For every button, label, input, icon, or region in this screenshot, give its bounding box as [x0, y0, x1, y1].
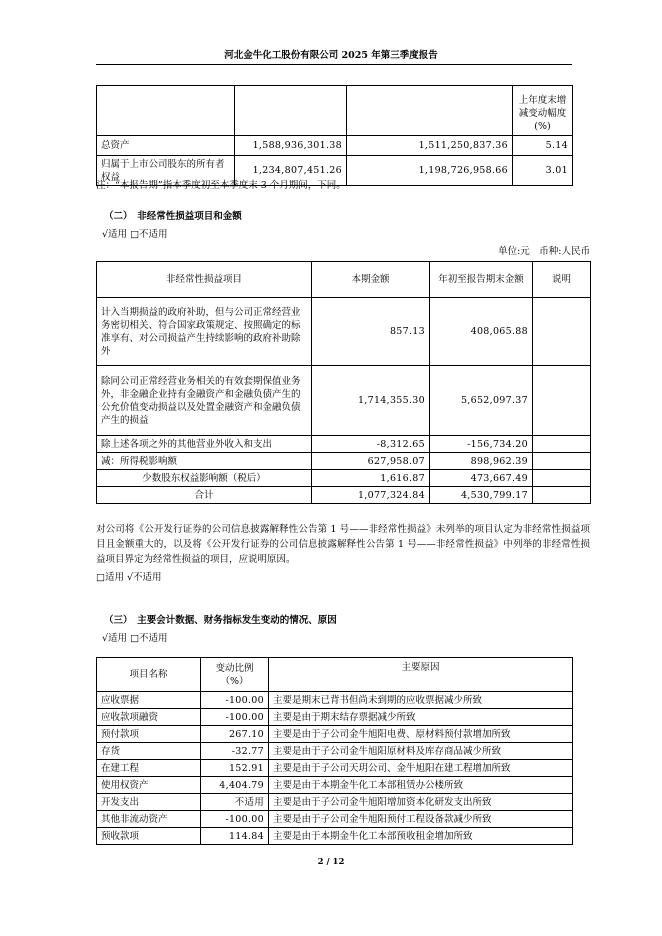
- row-ytd: 473,667.49: [430, 470, 533, 487]
- table-row: [97, 794, 573, 811]
- row-reason: 主要是由于本期金牛化工本部预收租金增加所致: [269, 828, 573, 845]
- row-current: 1,077,324.84: [312, 487, 430, 504]
- col-header-ratio: 变动比例（%）: [201, 658, 269, 692]
- row-current: 857.13: [312, 298, 430, 366]
- col-header-reason: 主要原因: [269, 658, 573, 692]
- non-recurring-explanation: 对公司将《公开发行证券的公司信息披露解释性公告第 1 号——非经常性损益》未列举的项目认定为非经常性损益项目且金额重大的，以及将《公开发行证券的公司信息披露解释性公告第 1 号——非经常性损益》中列举的非经常性损益项目界定为经常性损益的项目，应说明原因。: [96, 524, 590, 565]
- row-reason: 主要是由于子公司金牛旭阳电费、原材料预付款增加所致: [269, 726, 573, 743]
- row-ratio: 267.10: [201, 726, 269, 743]
- row-item: 开发支出: [97, 794, 201, 811]
- section-3-applicable: √适用 □不适用: [102, 633, 168, 644]
- row-reason: 主要是由于子公司金牛旭阳原材料及库存商品减少所致: [269, 743, 573, 760]
- row-item: 减：所得税影响额: [97, 453, 312, 470]
- table-row: [97, 828, 573, 845]
- table-row: [97, 470, 591, 487]
- table-row: [97, 726, 573, 743]
- row-change-pct: 5.14: [513, 136, 573, 156]
- row-ytd: 408,065.88: [430, 298, 533, 366]
- col-header-ytd: 年初至报告期末金额: [430, 262, 533, 298]
- page-number: 2 / 12: [317, 857, 345, 867]
- table-row: [97, 709, 573, 726]
- table-row: [97, 366, 591, 436]
- row-reason: 主要是期末已背书但尚未到期的应收票据减少所致: [269, 692, 573, 709]
- table-row: [97, 298, 591, 366]
- row-item: 少数股东权益影响额（税后）: [97, 470, 312, 487]
- row-reason: 主要是由于本期金牛化工本部租赁办公楼所致: [269, 777, 573, 794]
- row-item: 预收款项: [97, 828, 201, 845]
- row-note: [533, 453, 591, 470]
- unit-currency-label: 单位:元 币种:人民币: [498, 246, 590, 257]
- row-value-current: 1,588,936,301.38: [235, 136, 347, 156]
- row-value-prior: 1,511,250,837.36: [347, 136, 513, 156]
- row-reason: 主要是由于子公司金牛旭阳增加资本化研发支出所致: [269, 794, 573, 811]
- section-2-applicable-2: □适用 √不适用: [96, 572, 162, 583]
- row-current: 1,616.87: [312, 470, 430, 487]
- row-value-current: 1,234,807,451.26: [235, 156, 347, 186]
- row-reason: 主要是由于期末结存票据减少所致: [269, 709, 573, 726]
- table-row: [97, 743, 573, 760]
- page-header-title: 河北金牛化工股份有限公司 2025 年第三季度报告: [224, 50, 438, 61]
- changes-table: [96, 657, 573, 845]
- row-current: 1,714,355.30: [312, 366, 430, 436]
- row-ytd: 5,652,097.37: [430, 366, 533, 436]
- col-header-note: 说明: [533, 262, 591, 298]
- row-ratio: -100.00: [201, 709, 269, 726]
- table-row: [97, 692, 573, 709]
- row-ratio: 不适用: [201, 794, 269, 811]
- row-item: 除上述各项之外的其他营业外收入和支出: [97, 436, 312, 453]
- row-value-prior: 1,198,726,958.66: [347, 156, 513, 186]
- col-header-item: 项目名称: [97, 658, 201, 692]
- balance-table: [96, 85, 573, 186]
- row-item: 总资产: [97, 136, 235, 156]
- header-divider: [96, 64, 572, 65]
- section-3-title: （三） 主要会计数据、财务指标发生变动的情况、原因: [104, 615, 337, 626]
- row-ratio: 152.91: [201, 760, 269, 777]
- table-total-row: [97, 487, 591, 504]
- row-item: 计入当期损益的政府补助，但与公司正常经营业务密切相关、符合国家政策规定、按照确定的标准享有、对公司损益产生持续影响的政府补助除外: [97, 298, 312, 366]
- non-recurring-table: [96, 261, 591, 504]
- row-ratio: -100.00: [201, 811, 269, 828]
- row-ytd: -156,734.20: [430, 436, 533, 453]
- table-row: [97, 777, 573, 794]
- row-ratio: -100.00: [201, 692, 269, 709]
- col-header-item: 非经常性损益项目: [97, 262, 312, 298]
- row-item: 应收票据: [97, 692, 201, 709]
- table-row: [97, 436, 591, 453]
- row-note: [533, 436, 591, 453]
- section-2-applicable: √适用 □不适用: [102, 229, 168, 240]
- section-2-title: （二） 非经常性损益项目和金额: [104, 211, 242, 222]
- row-reason: 主要是由于子公司金牛旭阳预付工程设备款减少所致: [269, 811, 573, 828]
- table-row: [97, 136, 573, 156]
- row-note: [533, 298, 591, 366]
- row-item: 预付款项: [97, 726, 201, 743]
- balance-table-header-row: [97, 86, 573, 136]
- row-ratio: -32.77: [201, 743, 269, 760]
- row-ytd: 4,530,799.17: [430, 487, 533, 504]
- row-current: -8,312.65: [312, 436, 430, 453]
- table-row: [97, 453, 591, 470]
- row-note: [533, 366, 591, 436]
- table-header-row: [97, 658, 573, 692]
- row-item: 归属于上市公司股东的所有者权益: [97, 156, 235, 186]
- row-note: [533, 487, 591, 504]
- row-reason: 主要是由于子公司天玥公司、金牛旭阳在建工程增加所致: [269, 760, 573, 777]
- row-change-pct: 3.01: [513, 156, 573, 186]
- row-item: 使用权资产: [97, 777, 201, 794]
- report-period-note: 注：“本报告期”指本季度初至本季度末 3 个月期间，下同。: [96, 180, 346, 191]
- row-note: [533, 470, 591, 487]
- row-current: 627,958.07: [312, 453, 430, 470]
- row-ytd: 898,962.39: [430, 453, 533, 470]
- row-item: 应收款项融资: [97, 709, 201, 726]
- row-item: 在建工程: [97, 760, 201, 777]
- row-item: 除同公司正常经营业务相关的有效套期保值业务外，非金融企业持有金融资产和金融负债产生的公允价值变动损益以及处置金融资产和金融负债产生的损益: [97, 366, 312, 436]
- row-item: 合计: [97, 487, 312, 504]
- col-header-current: 本期金额: [312, 262, 430, 298]
- row-ratio: 114.84: [201, 828, 269, 845]
- table-row: [97, 811, 573, 828]
- change-pct-header: 上年度末增减变动幅度(%): [513, 86, 573, 136]
- row-ratio: 4,404.79: [201, 777, 269, 794]
- table-header-row: [97, 262, 591, 298]
- row-item: 存货: [97, 743, 201, 760]
- row-item: 其他非流动资产: [97, 811, 201, 828]
- table-row: [97, 760, 573, 777]
